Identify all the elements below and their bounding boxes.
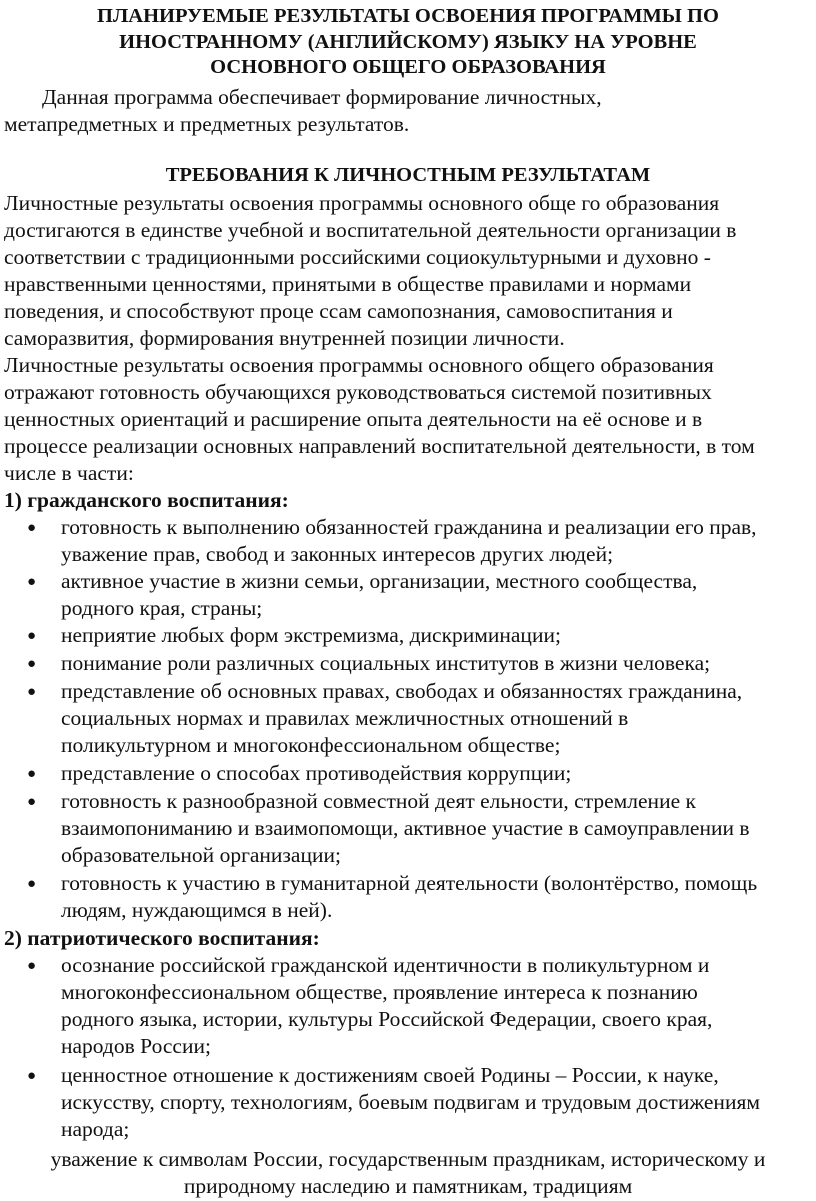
list-item-line: представление об основных правах, свободах и обязанностях гражданина, <box>61 679 743 703</box>
intro-line: Данная программа обеспечивает формирование личностных, <box>42 85 602 109</box>
bullet-icon: ● <box>27 876 37 892</box>
paragraph-line: процессе реализации основных направлений воспитательной деятельности, в том <box>4 434 755 458</box>
paragraph-line: числе в части: <box>4 461 134 485</box>
list-item-line: образовательной организации; <box>61 843 341 867</box>
paragraph-line: Личностные результаты освоения программы основного общего образования <box>4 353 714 377</box>
title-line: ОСНОВНОГО ОБЩЕГО ОБРАЗОВАНИЯ <box>210 56 606 78</box>
paragraph-line: ценностных ориентаций и расширение опыта деятельности на её основе и в <box>4 407 703 431</box>
paragraph-line: отражают готовность обучающихся руководствоваться системой позитивных <box>4 380 712 404</box>
list-item-line: родного края, страны; <box>61 596 263 620</box>
bullet-icon: ● <box>27 766 37 782</box>
list-item-line: многоконфессиональном обществе, проявление интереса к познанию <box>61 980 698 1004</box>
civic-heading: 1) гражданского воспитания: <box>4 488 289 512</box>
title-line: ИНОСТРАННОМУ (АНГЛИЙСКОМУ) ЯЗЫКУ НА УРОВНЕ <box>119 30 697 53</box>
list-item-line: поликультурном и многоконфессиональном обществе; <box>61 733 561 757</box>
list-item-line: понимание роли различных социальных институтов в жизни человека; <box>61 651 711 675</box>
closing-line: уважение к символам России, государственным праздникам, историческому и <box>50 1147 766 1171</box>
list-item-line: людям, нуждающимся в ней). <box>61 898 333 922</box>
paragraph-line: достигаются в единстве учебной и воспитательной деятельности организации в <box>4 218 737 242</box>
title-line: ПЛАНИРУЕМЫЕ РЕЗУЛЬТАТЫ ОСВОЕНИЯ ПРОГРАММЫ ПО <box>97 5 719 27</box>
paragraph-line: нравственными ценностями, принятыми в обществе правилами и нормами <box>4 272 692 296</box>
list-item-line: ценностное отношение к достижениям своей Родины – России, к науке, <box>61 1063 719 1087</box>
bullet-icon: ● <box>27 520 37 536</box>
page-title <box>0 4 816 81</box>
paragraph-line: соответствии с традиционными российскими социокультурными и духовно - <box>4 245 711 269</box>
patriotic-heading: 2) патриотического воспитания: <box>4 926 320 950</box>
paragraph-line: саморазвития, формирования внутренней позиции личности. <box>4 326 565 350</box>
paragraph-line: поведения, и способствуют проце ссам самопознания, самовоспитания и <box>4 299 673 323</box>
section-heading: ТРЕБОВАНИЯ К ЛИЧНОСТНЫМ РЕЗУЛЬТАТАМ <box>165 164 651 186</box>
list-item-line: активное участие в жизни семьи, организации, местного сообщества, <box>61 569 698 593</box>
bullet-icon: ● <box>27 574 37 590</box>
bullet-icon: ● <box>27 958 37 974</box>
bullet-icon: ● <box>27 794 37 810</box>
list-item-line: представление о способах противодействия коррупции; <box>61 761 572 785</box>
list-item-line: готовность к разнообразной совместной деят ельности, стремление к <box>61 789 696 813</box>
list-item-line: родного языка, истории, культуры Российской Федерации, своего края, <box>61 1007 713 1031</box>
bullet-icon: ● <box>27 656 37 672</box>
list-item-line: взаимопониманию и взаимопомощи, активное участие в самоуправлении в <box>61 816 750 840</box>
list-item-line: готовность к выполнению обязанностей гражданина и реализации его прав, <box>61 515 757 539</box>
list-item-line: неприятие любых форм экстремизма, дискриминации; <box>61 623 561 647</box>
closing-line: природному наследию и памятникам, традициям <box>183 1174 633 1198</box>
list-item-line: готовность к участию в гуманитарной деятельности (волонтёрство, помощь <box>61 871 758 895</box>
list-item-line: уважение прав, свобод и законных интересов других людей; <box>61 542 614 566</box>
list-item-line: искусству, спорту, технологиям, боевым подвигам и трудовым достижениям <box>61 1090 760 1114</box>
list-item-line: народов России; <box>61 1034 211 1058</box>
intro-line: метапредметных и предметных результатов. <box>4 112 410 136</box>
bullet-icon: ● <box>27 628 37 644</box>
bullet-icon: ● <box>27 1068 37 1084</box>
list-item-line: осознание российской гражданской идентичности в поликультурном и <box>61 953 710 977</box>
paragraph-line: Личностные результаты освоения программы основного обще го образования <box>4 191 720 215</box>
bullet-icon: ● <box>27 684 37 700</box>
list-item-line: социальных нормах и правилах межличностных отношений в <box>61 706 629 730</box>
list-item-line: народа; <box>61 1117 130 1141</box>
